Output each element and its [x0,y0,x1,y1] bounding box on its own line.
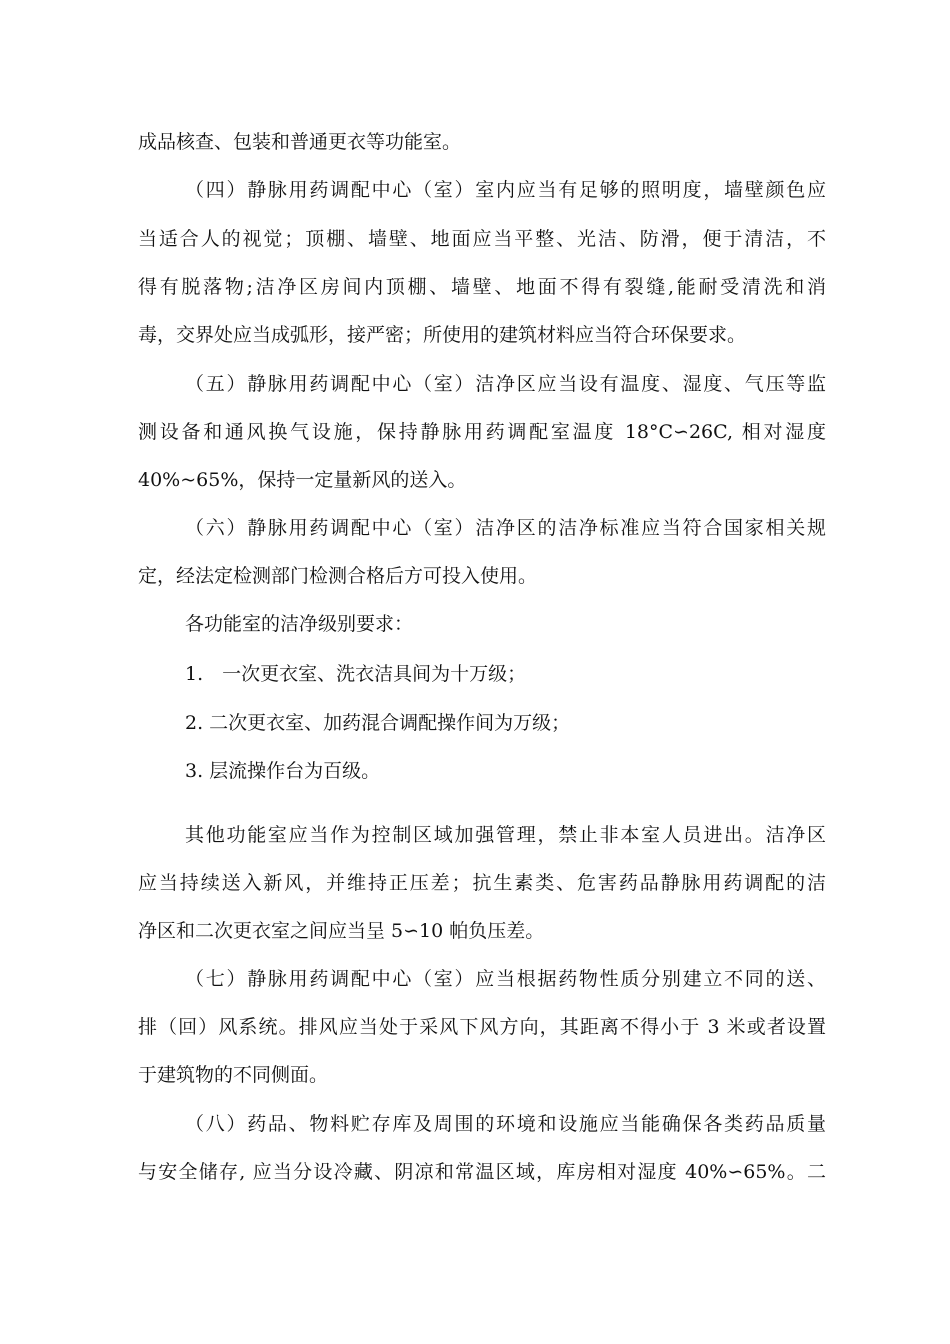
paragraph-line: 测设备和通风换气设施，保持静脉用药调配室温度 18°C∽26C, 相对湿度 [138,421,826,443]
paragraph-line: 毒，交界处应当成弧形，接严密；所使用的建筑材料应当符合环保要求。 [138,324,747,346]
cleanliness-requirements-heading: 各功能室的洁净级别要求： [185,613,414,635]
list-item: 1. 一次更衣室、洗衣洁具间为十万级； [185,663,527,685]
section-eight-heading-line: （八）药品、物料贮存库及周围的环境和设施应当能确保各类药品质量 [185,1113,826,1135]
paragraph-line: 40%~65%，保持一定量新风的送入。 [138,469,467,491]
paragraph-line: 当适合人的视觉；顶棚、墙壁、地面应当平整、光洁、防滑，便于清洁，不 [138,228,826,250]
section-seven-heading-line: （七）静脉用药调配中心（室）应当根据药物性质分别建立不同的送、 [185,968,826,990]
paragraph-line: 净区和二次更衣室之间应当呈 5∽10 帕负压差。 [138,920,545,942]
section-five-heading-line: （五）静脉用药调配中心（室）洁净区应当设有温度、湿度、气压等监 [185,373,826,395]
paragraph-line: 成品核查、包装和普通更衣等功能室。 [138,131,462,153]
list-item: 2. 二次更衣室、加药混合调配操作间为万级； [185,712,571,734]
paragraph-line: 于建筑物的不同侧面。 [138,1064,329,1086]
paragraph-line: 其他功能室应当作为控制区域加强管理，禁止非本室人员进出。洁净区 [185,824,826,846]
paragraph-line: 排（回）风系统。排风应当处于采风下风方向，其距离不得小于 3 米或者设置 [138,1016,826,1038]
list-item: 3. 层流操作台为百级。 [185,760,381,782]
section-four-heading-line: （四）静脉用药调配中心（室）室内应当有足够的照明度，墙壁颜色应 [185,179,826,201]
paragraph-line: 定，经法定检测部门检测合格后方可投入使用。 [138,565,538,587]
paragraph-line: 与安全储存, 应当分设冷藏、阴凉和常温区域，库房相对湿度 40%∽65%。二 [138,1161,826,1183]
section-six-heading-line: （六）静脉用药调配中心（室）洁净区的洁净标准应当符合国家相关规 [185,517,826,539]
paragraph-line: 应当持续送入新风，并维持正压差；抗生素类、危害药品静脉用药调配的洁 [138,872,826,894]
paragraph-line: 得有脱落物;洁净区房间内顶棚、墙壁、地面不得有裂缝,能耐受清洗和消 [138,276,826,298]
